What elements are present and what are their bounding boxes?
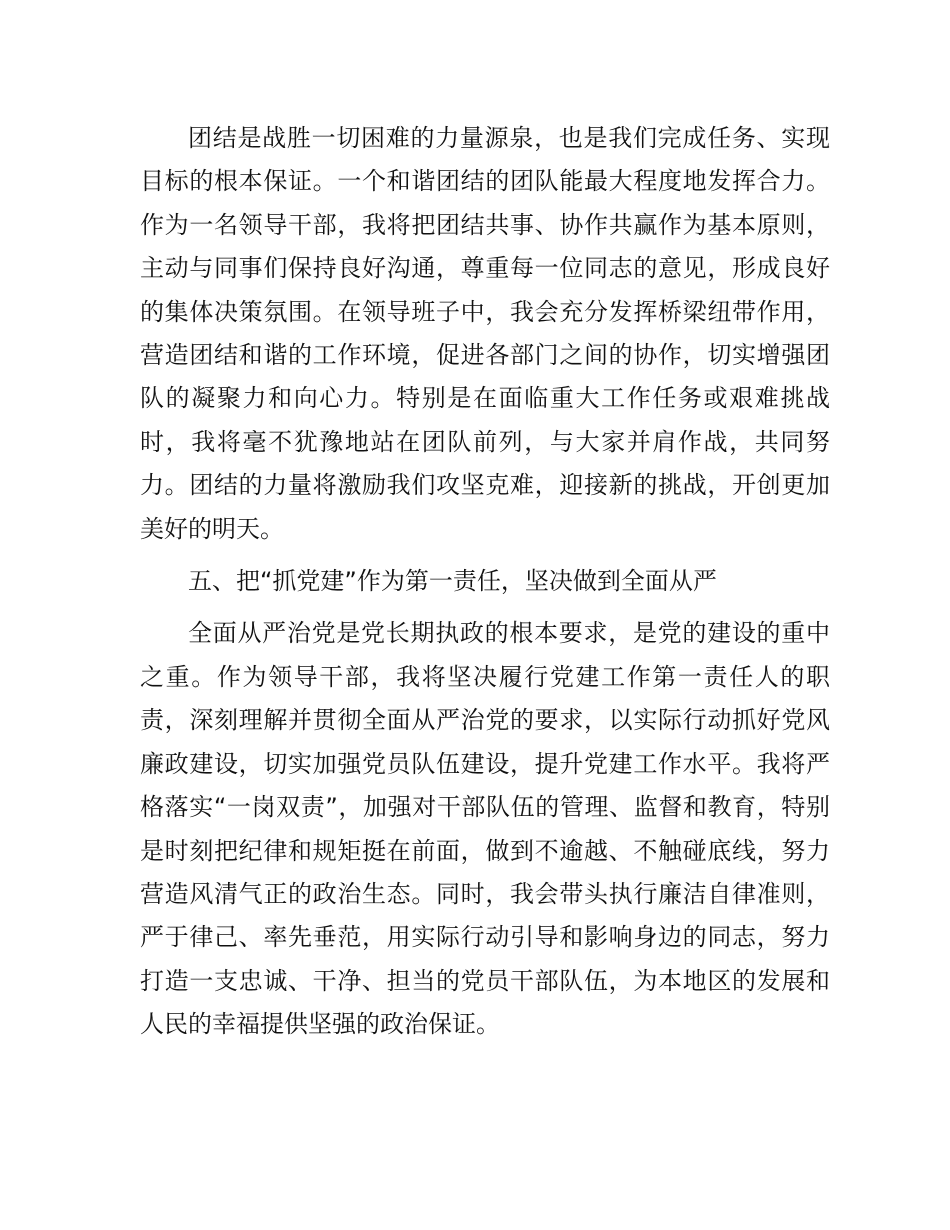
document-body — [140, 117, 830, 1047]
paragraph-unity: 团结是战胜一切困难的力量源泉，也是我们完成任务、实现目标的根本保证。一个和谐团结的团队能最大程度地发挥合力。作为一名领导干部，我将把团结共事、协作共赢作为基本原则，主动与同事们保持良好沟通，尊重每一位同志的意见，形成良好的集体决策氛围。在领导班子中，我会充分发挥桥梁纽带作用，营造团结和谐的工作环境，促进各部门之间的协作，切实增强团队的凝聚力和向心力。特别是在面临重大工作任务或艰难挑战时，我将毫不犹豫地站在团队前列，与大家并肩作战，共同努力。团结的力量将激励我们攻坚克难，迎接新的挑战，开创更加美好的明天。 — [140, 124, 830, 543]
paragraph-party-building: 全面从严治党是党长期执政的根本要求，是党的建设的重中之重。作为领导干部，我将坚决履行党建工作第一责任人的职责，深刻理解并贯彻全面从严治党的要求，以实际行动抓好党风廉政建设，切实加强党员队伍建设，提升党建工作水平。我将严格落实“一岗双责”，加强对干部队伍的管理、监督和教育，特别是时刻把纪律和规矩挺在前面，做到不逾越、不触碰底线，努力营造风清气正的政治生态。同时，我会带头执行廉洁自律准则，严于律己、率先垂范，用实际行动引导和影响身边的同志，努力打造一支忠诚、干净、担当的党员干部队伍，为本地区的发展和人民的幸福提供坚强的政治保证。 — [140, 619, 830, 1039]
section-heading-five: 五、把“抓党建”作为第一责任，坚决做到全面从严 — [188, 567, 717, 596]
